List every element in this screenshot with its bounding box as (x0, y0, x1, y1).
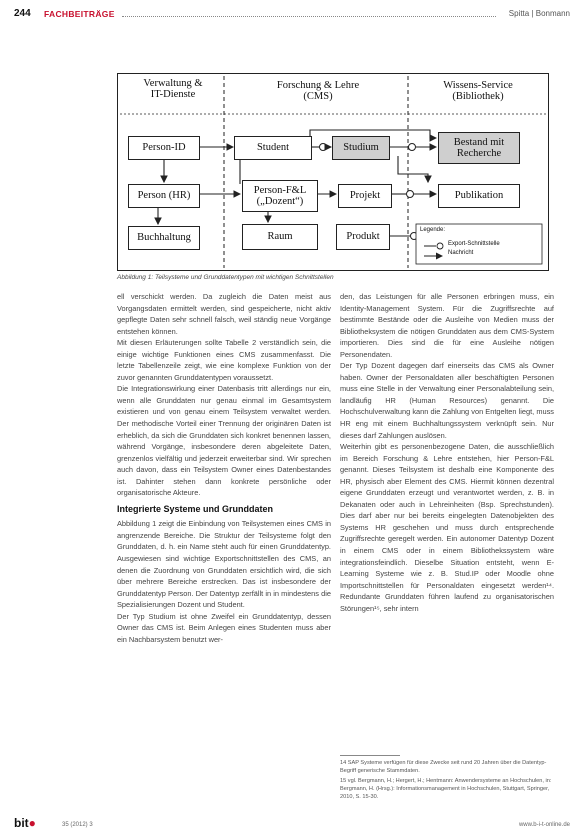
journal-logo: bit● (14, 816, 36, 830)
journal-url: www.b-i-t-online.de (518, 822, 570, 828)
left-column (117, 291, 331, 645)
figure-caption: Abbildung 1: Teilsysteme und Grunddatentypen mit wichtigen Schnittstellen (117, 274, 334, 281)
box-person-hr: Person (HR) (128, 184, 200, 208)
box-raum: Raum (242, 224, 318, 250)
section-wissens-service: Wissens-Service (Bibliothek) (443, 80, 513, 103)
section-label: FACHBEITRÄGE (44, 9, 115, 19)
left-paragraph-4: Abbildung 1 zeigt die Einbindung von Teilsystemen eines CMS in angrenzende Bereiche. Die Struktur der Teilsysteme folgt den Grunddaten, d. h. ein Name steht auch für einen Grunddatentyp. Ausgewiesen sind wichtige Exportschnittstellen des CMS, an denen die Zuordnung von Grunddaten ersichtlich wird, die sich über mehrere Bereiche erstrecken. Das ist insbesondere der Grunddatentyp Person. Der Datentyp zerfällt in in mindestens die Spezialisierungen Dozent und Student. (117, 519, 331, 610)
left-paragraph-5: Der Typ Studium ist ohne Zweifel ein Grunddatentyp, dessen Owner das CMS ist. Beim Anlegen eines Studenten muss aber ein Nachbarsystem benutzt wer- (117, 611, 331, 644)
section-forschung-lehre: Forschung & Lehre (CMS) (276, 80, 360, 103)
running-footer (14, 816, 570, 830)
legend-title: Legende: (420, 227, 446, 233)
section-heading: Integrierte Systeme und Grunddaten (117, 503, 274, 514)
right-column (340, 291, 554, 614)
box-produkt: Produkt (336, 224, 390, 250)
right-paragraph-2: Der Typ Dozent dagegen darf einerseits das CMS als Owner haben. Owner der Personaldaten aller beschäftigten Personen muss eine Stelle in der Verwaltung einer Personalabteilung sein, landläufig HR (Human Resources) genannt. Die Hochschulverwaltung kann die Zahlung von Entgelten liegt, muss HR eng mit einem Buchhaltungssystem verknüpft sein. Nur dieses darf Zahlungen auslösen. (340, 361, 554, 440)
footnote-rule (340, 755, 400, 756)
right-paragraph-3: Weiterhin gibt es personenbezogene Daten, die ausschließlich im Bereich Forschung & Lehre entstehen, hier Person-F&L genannt. Dieses Teilsystem ist deshalb eine Komponente des HR, physisch aber Element des CMS. Hiermit können dezentral eigene Grunddaten erzeugt und verantwortet werden, z. B. in Dekanaten oder auch in Lehreinheiten (Bsp. Sprechstunden). Dies darf aber nur bei bereits eingelegten Datenobjekten des Systems HR geschehen und muss durch entsprechende Zugriffsrechte geregelt werden. Ein autonomer Datentyp Dozent in einem CMS oder in einem Bibliothekssystem wäre integrationsfeindlich. Dieselbe Situation entsteht, wenn E-Learning Systeme wie z. B. Stud.IP oder Moodle ohne Importschnittstellen für Personaldaten eingesetzt werden¹⁴. Redundante Grunddaten führen laufend zu organisatorischen Störungen¹⁵, sehr intern (340, 442, 554, 613)
footnotes (340, 755, 554, 803)
box-studium: Studium (332, 136, 390, 160)
box-person-fl: Person-F&L („Dozent“) (242, 180, 318, 212)
issue-number: 35 (2012) 3 (62, 822, 93, 828)
running-header (14, 8, 570, 24)
box-buchhaltung: Buchhaltung (128, 226, 200, 250)
legend-item: Export-Schnittstelle Nachricht (448, 241, 500, 256)
footnote-14: 14 SAP Systeme verfügen für diese Zwecke seit rund 20 Jahren über die Datentyp-Begriff generische Stammdaten. (340, 760, 547, 774)
box-projekt: Projekt (338, 184, 392, 208)
box-bestand: Bestand mit Recherche (438, 132, 520, 164)
legend-export-circle (437, 243, 443, 249)
box-publikation: Publikation (438, 184, 520, 208)
right-paragraph-1: den, das Leistungen für alle Personen erbringen muss, ein Identity-Management System. Für die Zugriffsrechte auf bestimmte Bestände oder die Ausleihe von Medien muss der Bibliotheksystem die nötigen Grunddaten aus dem CMS-System importieren. Dies sind die für eine Ausleihe nötigen Personendaten. (340, 292, 554, 359)
footnote-15: 15 vgl. Bergmann, H.; Hergert, H.; Hentmann: Anwendersysteme an Hochschulen, in: Bergmann, H. (Hrsg.): Informationsmanagement in Hochschulen, Stuttgart, Springer, 2010, S. 15-30. (340, 778, 552, 800)
box-person-id: Person-ID (128, 136, 200, 160)
header-authors: Spitta | Bonmann (508, 9, 570, 18)
header-rule (122, 16, 496, 17)
page-number: 244 (14, 8, 31, 19)
interface-circle (320, 144, 327, 151)
left-paragraph-2: Mit diesen Erläuterungen sollte Tabelle 2 verständlich sein, die einige wichtige Funktionen eines CMS zusammenfasst. Die letzte Tabellenzeile zeigt, wie eine komplexe Funktion von der zuvor genannten Grunddatentypen voraussetzt. (117, 338, 331, 382)
left-paragraph-3: Die Integrationswirkung einer Datenbasis tritt allerdings nur ein, wenn alle Grunddaten nur genau einmal im Gesamtsystem existieren und von genau einem Teilsystem verwaltet werden. Der methodische Vorteil einer Trennung der originären Daten ist erheblich, da sich die Grunddaten sich konkret benennen lassen, während Vorgänge, insbesondere deren abgeleitete Daten, grenzenlos vielfältig und jederzeit erweiterbar sind. Wir sprechen auch davon, dass ein Teilsystem Owner eines Datenbestandes ist. Dahinter stehen dann konkrete persönliche oder organisatorische Akteure. (117, 384, 331, 498)
left-paragraph-1: ell verschickt werden. Da zugleich die Daten meist aus Vorgangsdaten ermittelt werden, sind gespeicherte, nicht aktiv gepflegte Daten sehr schnell falsch, weil ständig neue Vorgänge entstehen können. (117, 292, 331, 336)
section-verwaltung: Verwaltung & IT-Dienste (143, 78, 203, 101)
box-student: Student (234, 136, 312, 160)
figure-diagram (117, 73, 549, 271)
